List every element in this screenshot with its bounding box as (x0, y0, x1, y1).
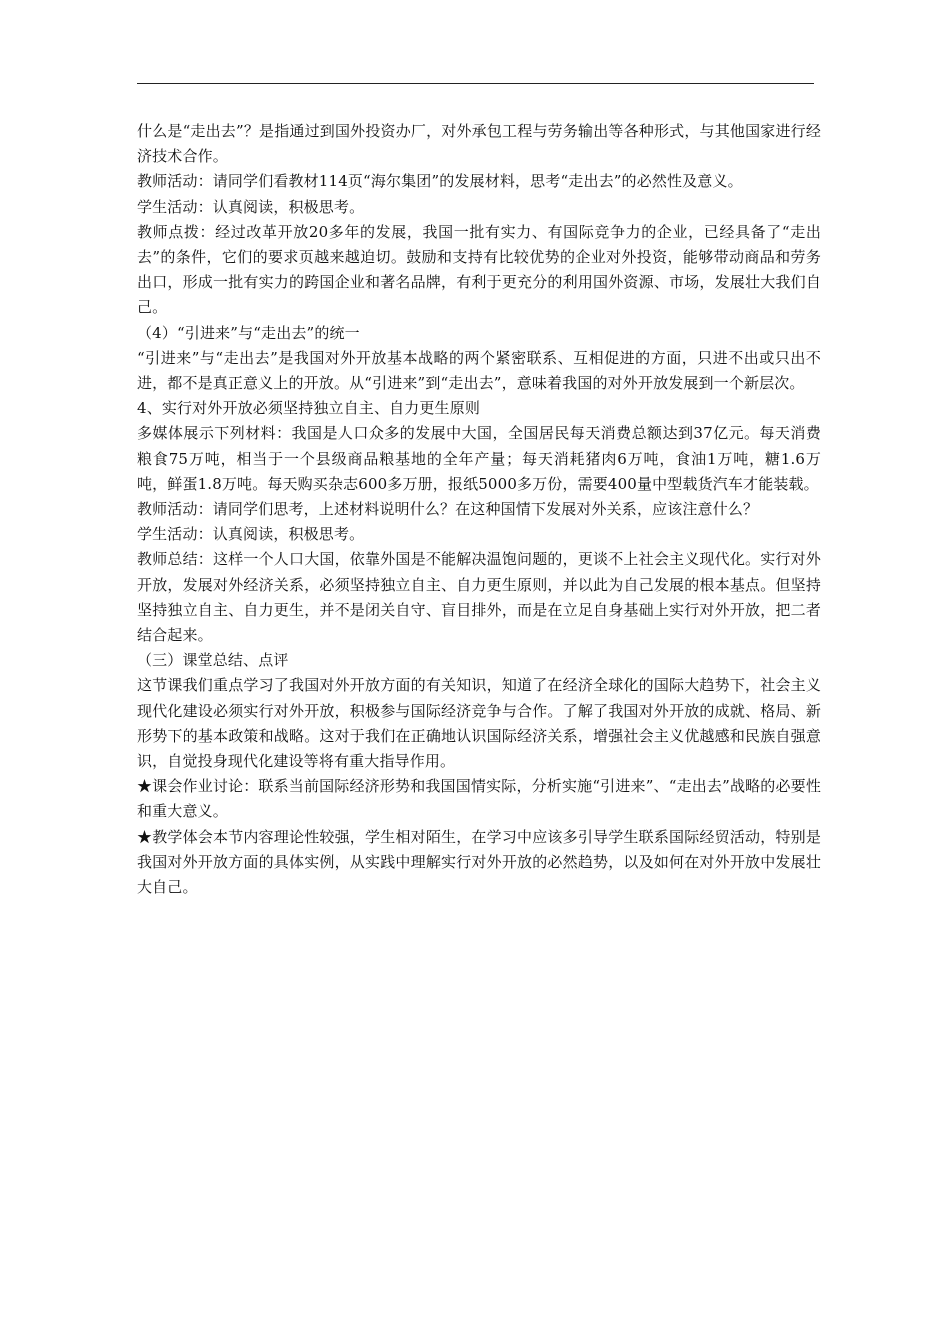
header-rule (137, 83, 814, 84)
paragraph-lesson-summary: 这节课我们重点学习了我国对外开放方面的有关知识，知道了在经济全球化的国际大趋势下，社会主义现代化建设必须实行对外开放，积极参与国际经济竞争与合作。了解了我国对外开放的成就、格局、新形势下的基本政策和战略。这对于我们在正确地认识国际经济关系，增强社会主义优越感和民族自强意识，自觉投身现代化建设等将有重大指导作用。 (137, 676, 821, 771)
paragraph-student-activity-1: 学生活动：认真阅读，积极思考。 (137, 197, 365, 216)
section-heading-independence: 4、实行对外开放必须坚持独立自主、自力更生原则 (137, 399, 480, 418)
paragraph-teacher-guidance: 教师点拨：经过改革开放20多年的发展，我国一批有实力、有国际竞争力的企业，已经具备了“走出去”的条件，它们的要求页越来越迫切。鼓励和支持有比较优势的企业对外投资，能够带动商品和劳务出口，形成一批有实力的跨国企业和著名品牌，有利于更充分的利用国外资源、市场，发展壮大我们自己。 (137, 222, 821, 317)
paragraph-student-activity-2: 学生活动：认真阅读，积极思考。 (137, 525, 365, 544)
paragraph-what-is-going-out: 什么是“走出去”？是指通过到国外投资办厂，对外承包工程与劳务输出等各种形式，与其他国家进行经济技术合作。 (137, 122, 821, 166)
paragraph-teacher-summary: 教师总结：这样一个人口大国，依靠外国是不能解决温饱问题的，更谈不上社会主义现代化。实行对外开放，发展对外经济关系，必须坚持独立自主、自力更生原则，并以此为自己发展的根本基点。但坚持坚持独立自主、自力更生，并不是闭关自守、盲目排外，而是在立足自身基础上实行对外开放，把二者结合起来。 (137, 550, 821, 645)
paragraph-bring-in-go-out: “引进来”与“走出去”是我国对外开放基本战略的两个紧密联系、互相促进的方面，只进不出或只出不进，都不是真正意义上的开放。从“引进来”到“走出去”，意味着我国的对外开放发展到一个新层次。 (137, 348, 821, 393)
section-heading-unity: （4）“引进来”与“走出去”的统一 (137, 323, 360, 342)
paragraph-homework: ★课会作业讨论：联系当前国际经济形势和我国国情实际，分析实施“引进来”、“走出去”战略的必要性和重大意义。 (137, 777, 821, 821)
paragraph-teaching-reflection: ★教学体会本节内容理论性较强，学生相对陌生，在学习中应该多引导学生联系国际经贸活动，特别是我国对外开放方面的具体实例，从实践中理解实行对外开放的必然趋势，以及如何在对外开放中发展壮大自己。 (137, 827, 821, 897)
paragraph-teacher-activity-haier: 教师活动：请同学们看教材114页“海尔集团”的发展材料，思考“走出去”的必然性及意义。 (137, 172, 743, 191)
document-body (137, 119, 821, 900)
paragraph-multimedia-material: 多媒体展示下列材料：我国是人口众多的发展中大国，全国居民每天消费总额达到37亿元。每天消费粮食75万吨，相当于一个县级商品粮基地的全年产量；每天消耗猪肉6万吨，食油1万吨，糖1.6万吨，鲜蛋1.8万吨。每天购买杂志600多万册，报纸5000多万份，需要400量中型载货汽车才能装载。 (137, 424, 821, 493)
section-heading-class-summary: （三）课堂总结、点评 (137, 651, 289, 670)
paragraph-teacher-activity-question: 教师活动：请同学们思考，上述材料说明什么？在这种国情下发展对外关系，应该注意什么？ (137, 500, 759, 519)
